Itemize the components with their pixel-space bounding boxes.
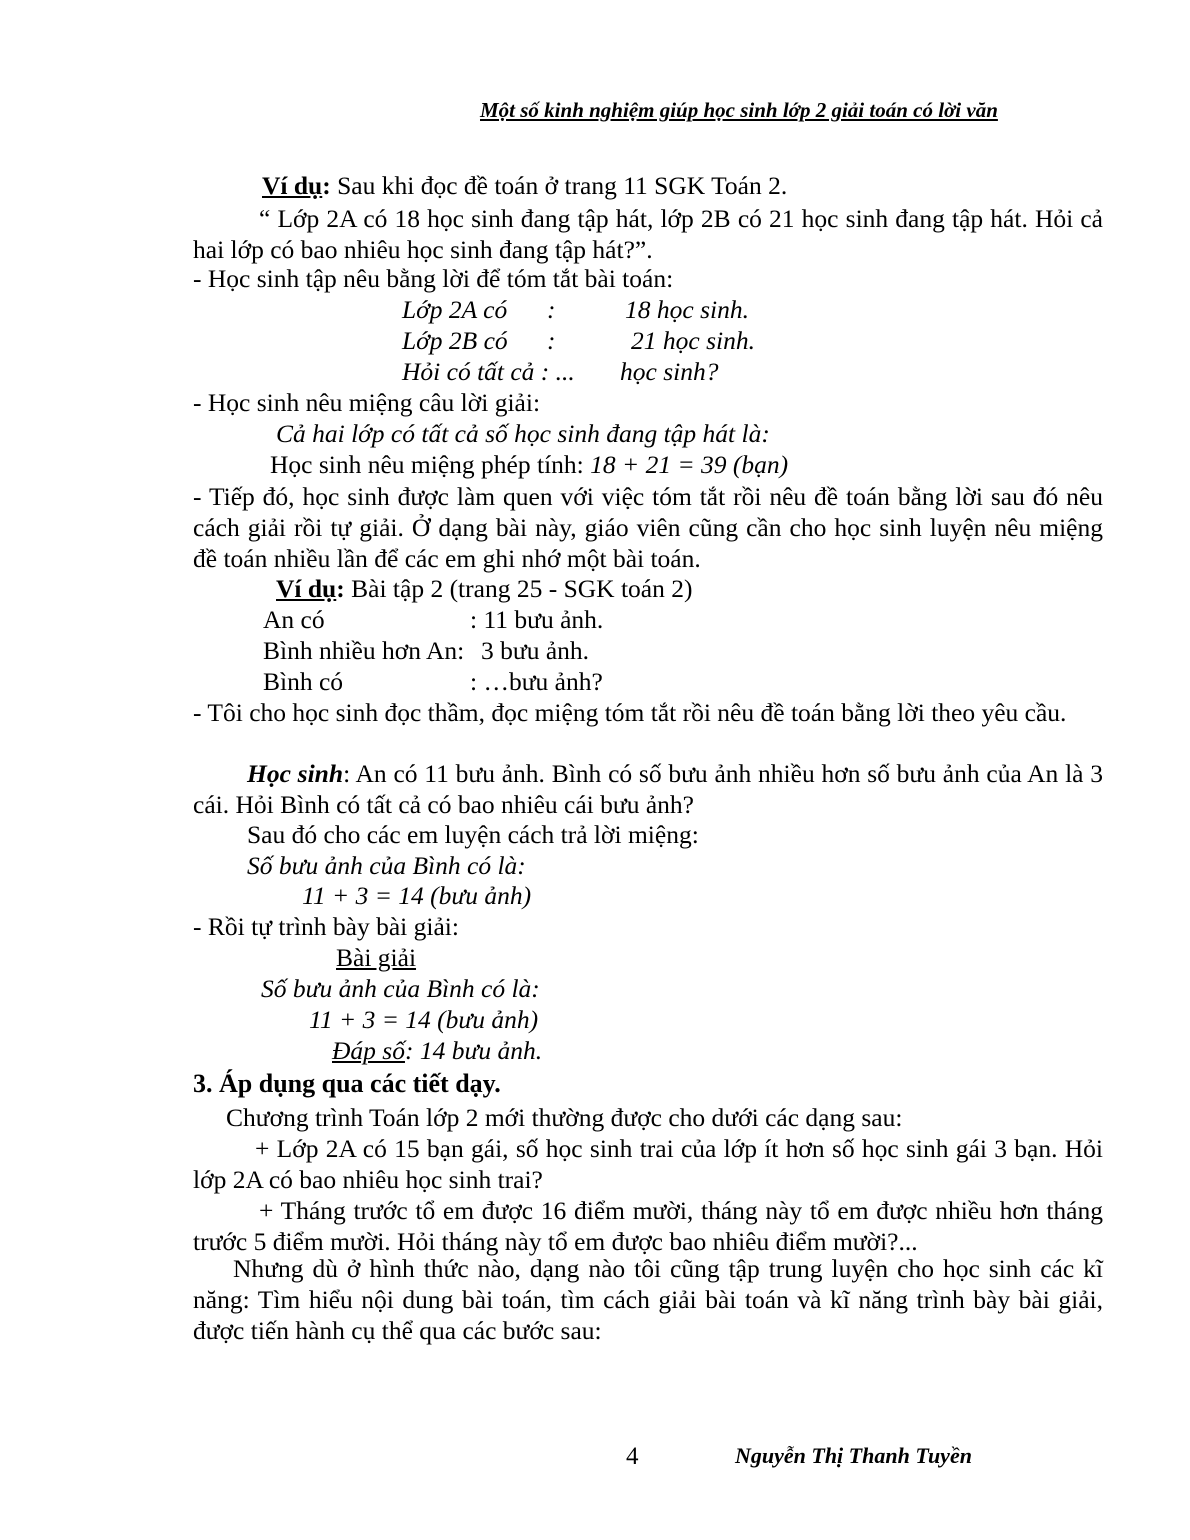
- ex2-row: Bình có : …bưu ảnh?: [263, 667, 603, 696]
- summary-row: Lớp 2A có : 18 học sinh.: [402, 295, 749, 324]
- footer-author: Nguyễn Thị Thanh Tuyền: [735, 1443, 972, 1468]
- practice-answer: Số bưu ảnh của Bình có là:: [247, 851, 526, 880]
- example-text: Sau khi đọc đề toán ở trang 11 SGK Toán 2.: [330, 171, 788, 200]
- solution-calc: 11 + 3 = 14 (bưu ảnh): [309, 1005, 539, 1034]
- oral-answer: Cả hai lớp có tất cả số học sinh đang tập hát là:: [276, 419, 770, 448]
- summary-row: Lớp 2B có : 21 học sinh.: [402, 326, 755, 355]
- example-1-problem: “ Lớp 2A có 18 học sinh đang tập hát, lớp 2B có 21 học sinh đang tập hát. Hỏi cả hai lớp có bao nhiêu học sinh đang tập hát?”.: [193, 204, 1103, 264]
- practice-intro: Sau đó cho các em luyện cách trả lời miệng:: [247, 820, 699, 849]
- ex2-row: Bình nhiều hơn An: 3 bưu ảnh.: [263, 636, 590, 665]
- oral-intro: - Học sinh nêu miệng câu lời giải:: [193, 388, 541, 417]
- example-text: Bài tập 2 (trang 25 - SGK toán 2): [344, 574, 693, 603]
- self-intro: - Rồi tự trình bày bài giải:: [193, 912, 459, 941]
- practice-calc: 11 + 3 = 14 (bưu ảnh): [302, 881, 532, 910]
- page-header: Một số kinh nghiệm giúp học sinh lớp 2 giải toán có lời văn: [480, 98, 998, 122]
- ex2-row: An có : 11 bưu ảnh.: [263, 605, 604, 634]
- summary-intro: - Học sinh tập nêu bằng lời để tóm tắt bài toán:: [193, 264, 674, 293]
- example-label: Ví dụ: [262, 171, 323, 200]
- paragraph-next: - Tiếp đó, học sinh được làm quen với việc tóm tắt rồi nêu đề toán bằng lời sau đó nêu cách giải rồi tự giải. Ở dạng bài này, giáo viên cũng cần cho học sinh luyện nêu miệng đề toán nhiều lần để các em ghi nhớ một bài toán.: [193, 482, 1103, 573]
- oral-calc-line: Học sinh nêu miệng phép tính: 18 + 21 = 39 (bạn): [270, 450, 789, 479]
- closing-paragraph: Nhưng dù ở hình thức nào, dạng nào tôi cũng tập trung luyện cho học sinh các kĩ năng: Tìm hiểu nội dung bài toán, tìm cách giải bài toán và kĩ năng trình bày bài giải, được tiến hành cụ thể qua các bước sau:: [193, 1254, 1103, 1345]
- solution-title: Bài giải: [336, 943, 417, 972]
- example-1-line: Ví dụ: Sau khi đọc đề toán ở trang 11 SGK Toán 2.: [262, 171, 788, 200]
- form-1: + Lớp 2A có 15 bạn gái, số học sinh trai của lớp ít hơn số học sinh gái 3 bạn. Hỏi lớp 2A có bao nhiêu học sinh trai?: [193, 1134, 1103, 1194]
- form-2: + Tháng trước tổ em được 16 điểm mười, tháng này tổ em được nhiều hơn tháng trước 5 điểm mười. Hỏi tháng này tổ em được bao nhiêu điểm mười?...: [193, 1196, 1103, 1256]
- section-3-intro: Chương trình Toán lớp 2 mới thường được cho dưới các dạng sau:: [226, 1103, 903, 1132]
- summary-row: Hỏi có tất cả : ... học sinh?: [402, 357, 719, 386]
- example-label: Ví dụ: [276, 574, 337, 603]
- paragraph-read: - Tôi cho học sinh đọc thầm, đọc miệng tóm tắt rồi nêu đề toán bằng lời theo yêu cầu.: [193, 698, 1067, 727]
- page-number: 4: [626, 1443, 639, 1470]
- solution-result: Đáp số: 14 bưu ảnh.: [332, 1036, 543, 1065]
- section-3-heading: 3. Áp dụng qua các tiết dạy.: [193, 1069, 501, 1098]
- solution-answer: Số bưu ảnh của Bình có là:: [261, 974, 540, 1003]
- example-2-line: Ví dụ: Bài tập 2 (trang 25 - SGK toán 2): [276, 574, 693, 603]
- student-paragraph: Học sinh: An có 11 bưu ảnh. Bình có số bưu ảnh nhiều hơn số bưu ảnh của An là 3 cái. Hỏi Bình có tất cả có bao nhiêu cái bưu ảnh?: [193, 759, 1104, 819]
